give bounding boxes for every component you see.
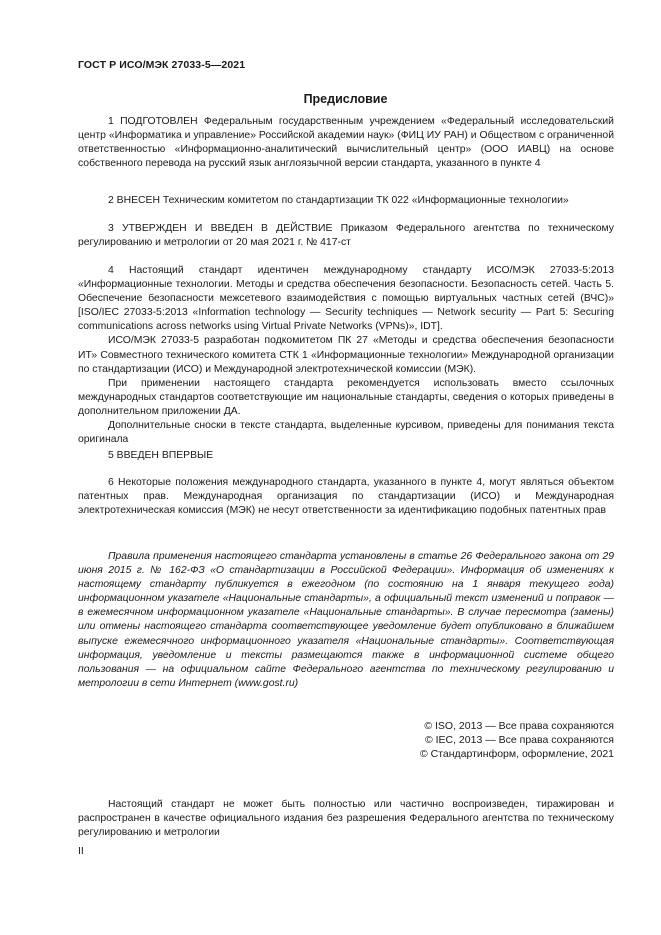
foreword-item-5 <box>78 449 614 463</box>
foreword-item-6 <box>78 476 614 518</box>
foreword-item-1 <box>78 115 614 171</box>
copyright-block <box>420 719 614 762</box>
copyright-iso: © ISO, 2013 — Все права сохраняются <box>424 720 614 732</box>
paragraph: 1 ПОДГОТОВЛЕН Федеральным государственным учреждением «Федеральный исследовательский центр «Информатика и управление» Российской академии наук» (ФИЦ ИУ РАН) и Обществом с ограниченной ответственностью «Информационно-аналитический вычислительный центр» (ООО ИАВЦ) на основе собственного перевода на русский язык англоязычной версии стандарта, указанного в пункте 4 <box>78 116 614 170</box>
paragraph: Настоящий стандарт не может быть полностью или частично воспроизведен, тиражирован и распространен в качестве официального издания без разрешения Федерального агентства по техническому регулированию и метрологии <box>78 799 614 839</box>
page-title: Предисловие <box>303 92 388 106</box>
copyright-standartinform: © Стандартинформ, оформление, 2021 <box>419 748 614 761</box>
reproduction-notice <box>78 798 614 840</box>
foreword-item-4 <box>78 264 614 447</box>
copyright-iec: © IEC, 2013 — Все права сохраняются <box>424 734 614 747</box>
paragraph: ИСО/МЭК 27033-5 разработан подкомитетом ПК 27 «Методы и средства обеспечения безопасности ИТ» Совместного технического комитета СТК 1 «Информационные технологии» Международной организации по стандартизации (ИСО) и Международной электротехнической комиссии (МЭК). <box>78 335 614 375</box>
paragraph: Правила применения настоящего стандарта установлены в статье 26 Федерального закона от 29 июня 2015 г. № 162-ФЗ «О стандартизации в Российской Федерации». Информация об изменениях к настоящему стандарту публикуется в ежегодном (по состоянию на 1 января текущего года) информационном указателе «Национальные стандарты», а официальный текст изменений и поправок — в ежемесячном информационном указателе «Национальные стандарты». В случае пересмотра (замены) или отмены настоящего стандарта соответствующее уведомление будет опубликовано в ближайшем выпуске ежемесячного информационного указателя «Национальные стандарты». Соответствующая информация, уведомление и тексты размещаются также в информационной системе общего пользования — на официальном сайте Федерального агентства по техническому регулированию и метрологии в сети Интернет (www.gost.ru) <box>78 551 614 689</box>
application-notice <box>78 550 614 691</box>
paragraph: 4 Настоящий стандарт идентичен международному стандарту ИСО/МЭК 27033-5:2013 «Информационные технологии. Методы и средства обеспечения безопасности. Безопасность сетей. Часть 5. Обеспечение безопасности межсетевого взаимодействия с помощью виртуальных частных сетей (ВЧС)» [ISO/IEC 27033-5:2013 «Information technology — Security techniques — Network security — Part 5: Securing communications across networks using Virtual Private Networks (VPNs)», IDT]. <box>78 265 614 333</box>
paragraph: 2 ВНЕСЕН Техническим комитетом по стандартизации ТК 022 «Информационные технологии» <box>108 195 569 206</box>
paragraph: При применении настоящего стандарта рекомендуется использовать вместо ссылочных международных стандартов соответствующие им национальные стандарты, сведения о которых приведены в дополнительном приложении ДА. <box>78 377 614 417</box>
paragraph: 5 ВВЕДЕН ВПЕРВЫЕ <box>108 450 214 461</box>
page-number: II <box>78 845 84 857</box>
standard-header: ГОСТ Р ИСО/МЭК 27033-5—2021 <box>78 59 246 71</box>
foreword-item-2 <box>78 194 614 208</box>
paragraph: Дополнительные сноски в тексте стандарта, выделенные курсивом, приведены для понимания текста оригинала <box>78 420 614 446</box>
foreword-item-3 <box>78 222 614 250</box>
paragraph: 3 УТВЕРЖДЕН И ВВЕДЕН В ДЕЙСТВИЕ Приказом Федерального агентства по техническому регулированию и метрологии от 20 мая 2021 г. № 417-ст <box>78 223 614 249</box>
paragraph: 6 Некоторые положения международного стандарта, указанного в пункте 4, могут являться объектом патентных прав. Международная организация по стандартизации (ИСО) и Международная электротехническая комиссия (МЭК) не несут ответственности за идентификацию подобных патентных прав <box>78 477 614 517</box>
